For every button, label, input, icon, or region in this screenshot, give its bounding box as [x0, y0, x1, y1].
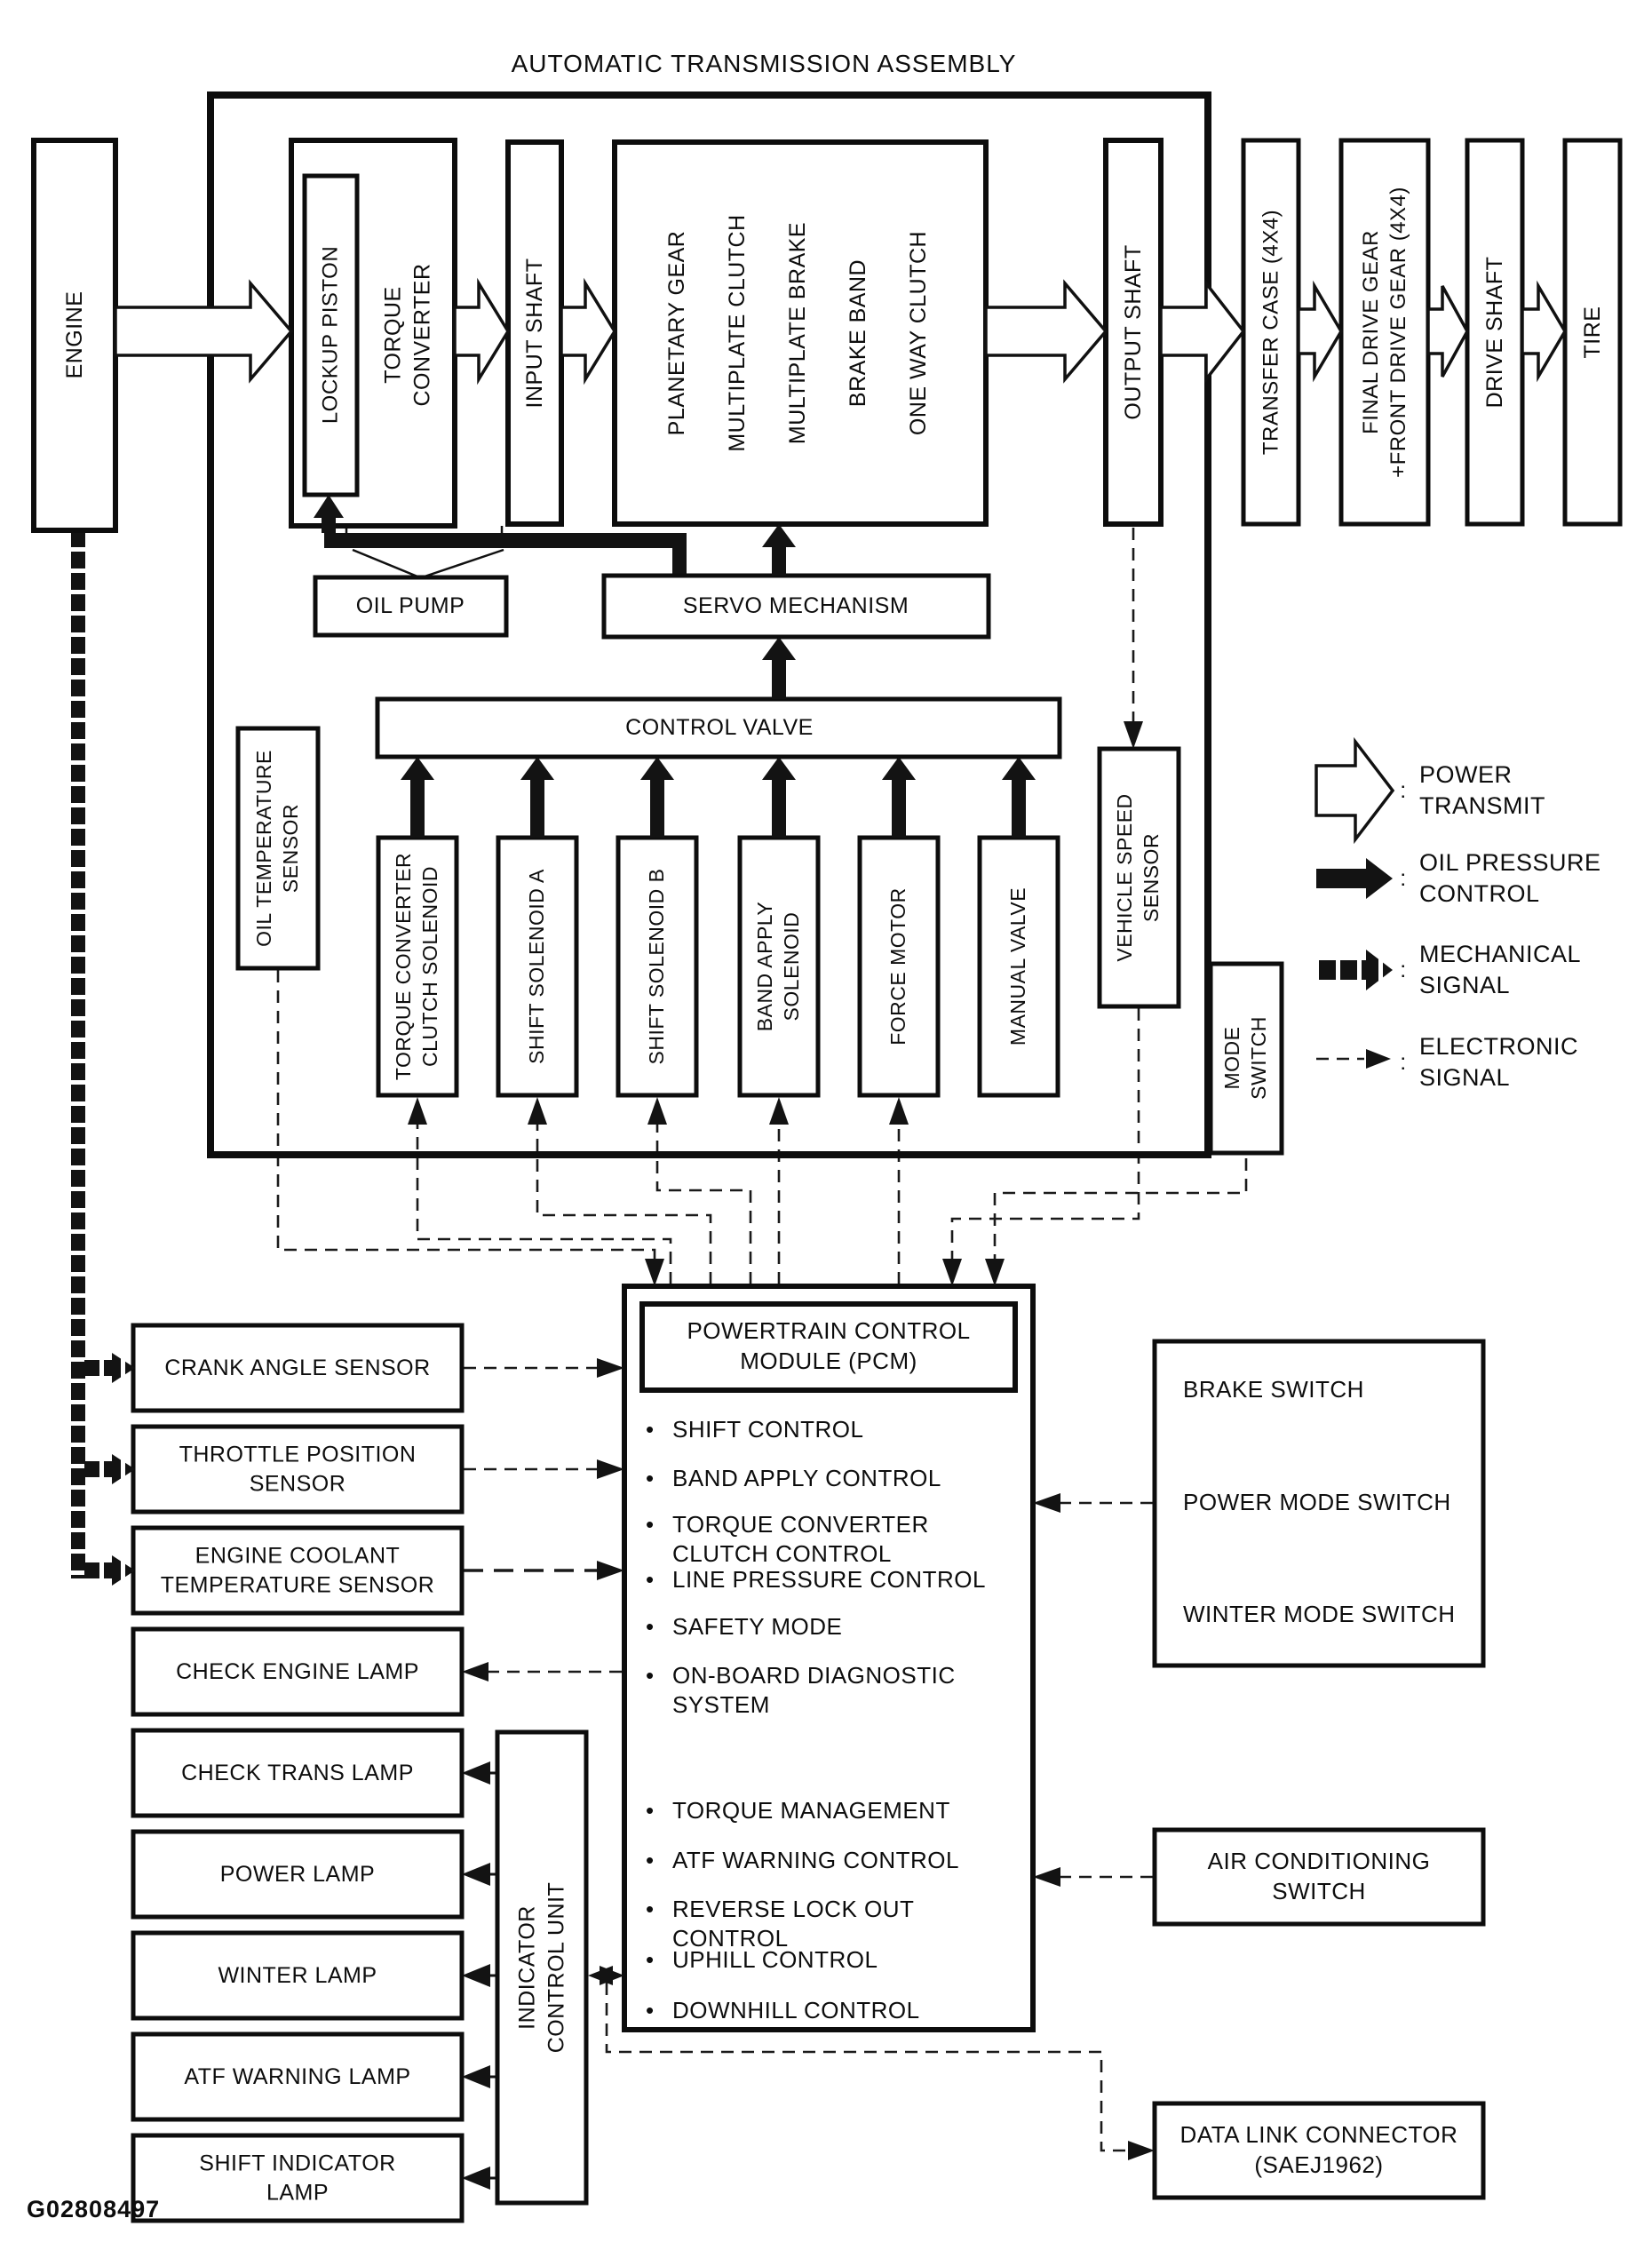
pcm-function-reverse-lockout: • REVERSE LOCK OUT CONTROL: [672, 1895, 1003, 1952]
legend-power-transmit-arrow: [1316, 742, 1393, 839]
legend-colon-1: :: [1400, 777, 1407, 803]
manual-valve-label: MANUAL VALVE: [1006, 886, 1030, 1046]
vss-pcm-arrowhead: [942, 1259, 962, 1286]
transfer-case-label: TRANSFER CASE (4X4): [1259, 209, 1283, 456]
tcc-solenoid-label: TORQUE CONVERTER CLUTCH SOLENOID: [392, 852, 441, 1081]
engine-to-tc-arrow: [115, 283, 291, 379]
tcc-to-valve-oil-arrow: [401, 757, 434, 838]
pcm-function-line-pressure: • LINE PRESSURE CONTROL: [672, 1565, 1003, 1594]
tc-to-input-arrow: [455, 283, 508, 379]
pcm-function-obd: • ON-BOARD DIAGNOSTIC SYSTEM: [672, 1661, 965, 1719]
band-to-valve-oil-arrow: [762, 757, 796, 838]
pcm-to-shift-a-line: [537, 1124, 711, 1284]
servo-mechanism-label: SERVO MECHANISM: [682, 592, 909, 618]
power-lamp-label: POWER LAMP: [219, 1861, 376, 1887]
icu-shift-lamp-arrowhead: [462, 2167, 490, 2190]
power-mode-switch-label: POWER MODE SWITCH: [1183, 1489, 1451, 1516]
diagram-title: AUTOMATIC TRANSMISSION ASSEMBLY: [511, 49, 1017, 77]
switches-pcm-arrowhead: [1033, 1493, 1060, 1513]
indicator-control-unit-label: INDICATOR CONTROL UNIT: [514, 1881, 568, 2054]
force-arrowhead: [889, 1097, 909, 1125]
output-to-transfer-arrow: [1161, 283, 1243, 379]
engine-to-coolant-arrow: [84, 1555, 135, 1586]
engine-to-throttle-arrow: [84, 1454, 135, 1484]
pcm-function-torque-management: • TORQUE MANAGEMENT: [672, 1796, 1003, 1825]
icu-check-trans-arrowhead: [462, 1761, 490, 1785]
oil-temp-sensor-label: OIL TEMPERATURE SENSOR: [252, 750, 302, 947]
legend-power-transmit-label: POWER TRANSMIT: [1419, 760, 1545, 819]
vehicle-speed-sensor-label: VEHICLE SPEED SENSOR: [1113, 793, 1163, 962]
data-link-arrowhead: [1128, 2141, 1155, 2160]
band-apply-solenoid-label: BAND APPLY SOLENOID: [753, 901, 803, 1032]
tcc-arrowhead: [408, 1097, 427, 1125]
shift-b-arrowhead: [647, 1097, 667, 1125]
force-to-valve-oil-arrow: [882, 757, 916, 838]
crank-pcm-arrowhead: [597, 1358, 624, 1378]
final-drive-label: FINAL DRIVE GEAR +FRONT DRIVE GEAR (4X4): [1358, 187, 1410, 478]
legend-electronic-arrowhead: [1366, 1049, 1391, 1069]
engine-label: ENGINE: [61, 290, 87, 379]
servo-to-gear-oil-arrow: [762, 524, 796, 576]
legend-mechanical-label: MECHANICAL SIGNAL: [1419, 940, 1582, 998]
oil-pump-label: OIL PUMP: [355, 592, 465, 618]
data-link-connector-label: DATA LINK CONNECTOR (SAEJ1962): [1179, 2121, 1458, 2178]
band-arrowhead: [769, 1097, 789, 1125]
crank-angle-sensor-label: CRANK ANGLE SENSOR: [164, 1355, 431, 1380]
oil-temp-pcm-arrowhead: [645, 1259, 664, 1286]
shift-a-to-valve-oil-arrow: [520, 757, 554, 838]
valve-to-servo-oil-arrow: [762, 637, 796, 699]
tire-label: TIRE: [1579, 306, 1605, 359]
winter-lamp-label: WINTER LAMP: [218, 1962, 377, 1988]
legend-colon-4: :: [1400, 1049, 1407, 1075]
pcm-to-tcc-solenoid-line: [417, 1124, 671, 1284]
check-engine-lamp-label: CHECK ENGINE LAMP: [176, 1658, 419, 1684]
legend-oil-pressure-label: OIL PRESSURE CONTROL: [1419, 848, 1601, 907]
mode-switch-label: MODE SWITCH: [1220, 1016, 1270, 1100]
figure-code: G02808497: [27, 2196, 161, 2222]
control-valve-label: CONTROL VALVE: [625, 714, 814, 740]
engine-to-crank-arrow: [84, 1353, 135, 1383]
force-motor-label: FORCE MOTOR: [886, 887, 910, 1045]
planetary-gear-label: PLANETARY GEAR: [663, 230, 689, 436]
legend-electronic-label: ELECTRONIC SIGNAL: [1419, 1032, 1579, 1091]
throttle-pcm-arrowhead: [597, 1459, 624, 1479]
pcm-function-tcc-control: • TORQUE CONVERTER CLUTCH CONTROL: [672, 1510, 992, 1568]
pcm-function-band-apply: • BAND APPLY CONTROL: [672, 1464, 1003, 1493]
air-conditioning-switch-label: AIR CONDITIONING SWITCH: [1207, 1848, 1431, 1904]
shift-b-to-valve-oil-arrow: [640, 757, 674, 838]
drive-shaft-label: DRIVE SHAFT: [1481, 256, 1507, 409]
lockup-piston-label: LOCKUP PISTON: [318, 245, 343, 425]
brake-band-label: BRAKE BAND: [845, 258, 870, 408]
legend-colon-2: :: [1400, 865, 1407, 891]
icu-power-lamp-arrowhead: [462, 1863, 490, 1886]
shift-solenoid-a-label: SHIFT SOLENOID A: [525, 869, 549, 1064]
oil-pressure-bus: [324, 533, 687, 579]
multiplate-clutch-label: MULTIPLATE CLUTCH: [724, 214, 750, 452]
oil-temp-to-pcm-line: [278, 970, 655, 1279]
icu-winter-lamp-arrowhead: [462, 1964, 490, 1987]
pcm-function-downhill: • DOWNHILL CONTROL: [672, 1996, 1003, 2025]
torque-converter-label: TORQUE CONVERTER: [380, 263, 434, 407]
shift-a-arrowhead: [528, 1097, 547, 1125]
one-way-clutch-label: ONE WAY CLUTCH: [905, 230, 931, 436]
legend-mechanical-arrow: [1316, 950, 1393, 990]
mode-pcm-arrowhead: [985, 1259, 1005, 1286]
check-trans-lamp-label: CHECK TRANS LAMP: [181, 1760, 414, 1785]
input-shaft-label: INPUT SHAFT: [521, 258, 547, 409]
shift-indicator-lamp-label: SHIFT INDICATOR LAMP: [199, 2151, 396, 2205]
atf-warning-lamp-label: ATF WARNING LAMP: [184, 2063, 411, 2089]
pcm-function-safety-mode: • SAFETY MODE: [672, 1612, 1003, 1642]
transfer-to-final-arrow: [1299, 286, 1341, 377]
check-engine-arrowhead: [462, 1662, 488, 1682]
brake-switch-label: BRAKE SWITCH: [1183, 1376, 1364, 1403]
drive-to-tire-arrow: [1522, 286, 1565, 377]
icu-atf-lamp-arrowhead: [462, 2065, 490, 2088]
pcm-function-shift-control: • SHIFT CONTROL: [672, 1415, 1003, 1444]
ac-pcm-arrowhead: [1033, 1867, 1060, 1887]
legend-oil-pressure-arrow: [1316, 858, 1393, 899]
multiplate-brake-label: MULTIPLATE BRAKE: [784, 221, 810, 445]
manual-to-valve-oil-arrow: [1002, 757, 1036, 838]
mechanical-signal-lines: [71, 529, 85, 1578]
final-to-drive-arrow: [1428, 286, 1467, 377]
input-to-gear-arrow: [561, 283, 615, 379]
pcm-title: POWERTRAIN CONTROL MODULE (PCM): [687, 1317, 971, 1374]
pcm-function-uphill: • UPHILL CONTROL: [672, 1945, 1003, 1975]
output-shaft-label: OUTPUT SHAFT: [1120, 244, 1146, 420]
winter-mode-switch-label: WINTER MODE SWITCH: [1183, 1601, 1456, 1628]
vss-top-arrowhead: [1124, 721, 1143, 749]
gear-to-output-arrow: [986, 283, 1106, 379]
throttle-position-sensor-label: THROTTLE POSITION SENSOR: [179, 1442, 417, 1496]
pcm-function-atf-warning: • ATF WARNING CONTROL: [672, 1846, 1003, 1875]
coolant-pcm-arrowhead: [597, 1561, 624, 1580]
engine-coolant-sensor-label: ENGINE COOLANT TEMPERATURE SENSOR: [160, 1543, 435, 1597]
legend-colon-3: :: [1400, 957, 1407, 982]
shift-solenoid-b-label: SHIFT SOLENOID B: [645, 868, 669, 1065]
